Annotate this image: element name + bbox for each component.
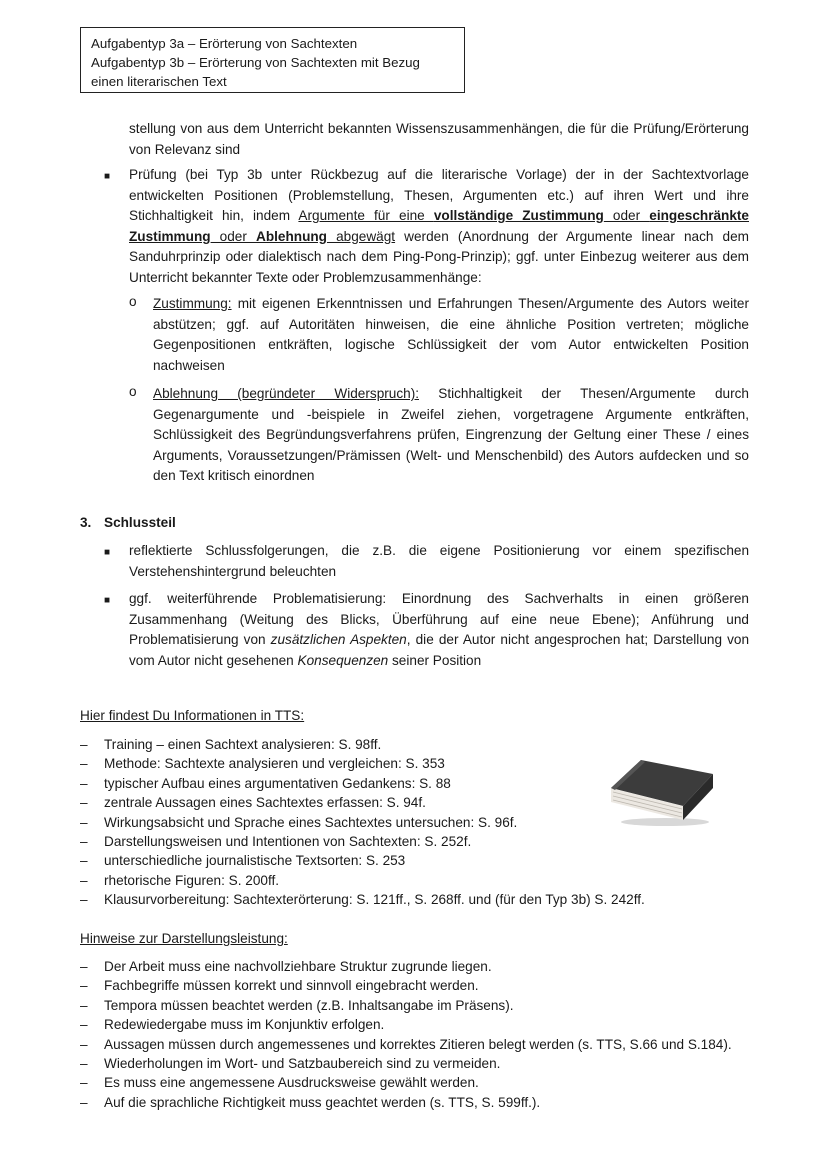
bullet-square-icon: ■ [104,171,111,182]
section-heading-schlussteil [80,515,176,530]
tts-heading: Hier findest Du Informationen in TTS: [80,708,305,723]
header-line-3: einen literarischen Text [91,74,227,89]
circle-bullet-icon: o [129,384,137,399]
list-item: – Redewiedergabe muss im Konjunktiv erfolgen. [80,1015,732,1034]
list-item: – Auf die sprachliche Richtigkeit muss geachtet werden (s. TTS, S. 599ff.). [80,1093,732,1112]
pruefung-text-2: werden (Anordnung der Argumente linear nach dem Sanduhrprinzip oder dialektisch nach dem Ping-Pong-Prinzip); ggf. unter Einbezug weiterer aus dem Unterricht bekannter Texte oder Problemzusammenhänge: [129,228,750,285]
header-line-2: Aufgabentyp 3b – Erörterung von Sachtexten mit Bezug [91,55,420,70]
pruefung-ub2: eingeschränkte Zustimmung [129,208,749,244]
pruefung-ub3: Ablehnung [256,228,327,244]
schluss-bullet-1: reflektierte Schlussfolgerungen, die z.B. die eigene Positionierung vor einem spezifischen Verstehenshintergrund beleuchten [129,543,749,579]
list-item: – Methode: Sachtexte analysieren und vergleichen: S. 353 [80,754,645,773]
list-item: – Es muss eine angemessene Ausdrucksweise gewählt werden. [80,1073,732,1092]
intro-continuation: stellung von aus dem Unterricht bekannten Wissenszusammenhängen, die für die Prüfung/Erörterung von Relevanz sind [129,121,749,157]
list-item: – Fachbegriffe müssen korrekt und sinnvoll eingebracht werden. [80,976,732,995]
list-item: – Der Arbeit muss eine nachvollziehbare Struktur zugrunde liegen. [80,957,732,976]
hinweise-heading: Hinweise zur Darstellungsleistung: [80,931,288,946]
section-number: 3. [80,515,92,530]
list-item: – Wiederholungen im Wort- und Satzbaubereich sind zu vermeiden. [80,1054,732,1073]
list-item: – Training – einen Sachtext analysieren: S. 98ff. [80,735,645,754]
pruefung-u2: oder [603,208,650,223]
pruefung-text-1: Prüfung (bei Typ 3b unter Rückbezug auf die literarische Vorlage) der in der Sachtextvorlage entwickelten Positionen (Problemstellung, Thesen, Argumenten etc.) auf ihren Wert und ihre Stichhaltigkeit hin, indem [129,167,749,223]
pruefung-paragraph [129,165,749,288]
list-item: – Tempora müssen beachtet werden (z.B. Inhaltsangabe im Präsens). [80,996,732,1015]
schluss-b2-italic-2: Konsequenzen [297,652,389,668]
schluss-b2-text-b: , die der Autor nicht angesprochen hat; Darstellung von vom Autor nicht gesehenen [129,632,750,668]
schluss-b2-text-c: seiner Position [388,652,482,668]
list-item: – Wirkungsabsicht und Sprache eines Sachtextes untersuchen: S. 96f. [80,813,645,832]
pruefung-ub1: vollständige Zustimmung [433,208,604,223]
header-box [80,27,465,93]
list-item: – Klausurvorbereitung: Sachtexterörterung: S. 121ff., S. 268ff. und (für den Typ 3b) S. 242ff. [80,890,645,909]
pruefung-u4: abgewägt [326,228,396,244]
sub-text-zustimmung: mit eigenen Erkenntnissen und Erfahrungen Thesen/Argumente des Autors weiter abstützen; ggf. auf Autoritäten hinweisen, die eine ähnliche Position vertreten; mögliche Gegenpositionen entkräften, logische Schlüssigkeit der vom Autor entwickelten Position nachweisen [153,296,749,373]
list-item: – Aussagen müssen durch angemessenes und korrektes Zitieren belegt werden (s. TTS, S.66 und S.184). [80,1035,732,1054]
sub-label-ablehnung: Ablehnung (begründeter Widerspruch): [153,386,419,401]
hinweise-list [80,957,732,1112]
bullet-square-icon: ■ [104,595,111,606]
list-item: – unterschiedliche journalistische Textsorten: S. 253 [80,851,645,870]
bullet-square-icon: ■ [104,547,111,558]
pruefung-u1: Argumente für eine [298,208,434,223]
list-item: – typischer Aufbau eines argumentativen Gedankens: S. 88 [80,774,645,793]
list-item: – zentrale Aussagen eines Sachtextes erfassen: S. 94f. [80,793,645,812]
section-title: Schlussteil [104,515,176,530]
sub-item-ablehnung [153,384,749,487]
list-item: – rhetorische Figuren: S. 200ff. [80,871,645,890]
sub-text-ablehnung: Stichhaltigkeit der Thesen/Argumente durch Gegenargumente und -beispiele in Zweifel ziehen, vorgetragene Argumente entkräften, Schlüssigkeit des Begründungsverfahrens prüfen, Eingrenzung der Geltung einer These / eines Arguments, Voraussetzungen/Prämissen (Welt- und Menschenbild) des Autors aufdecken und so den Text kritisch einordnen [153,386,749,483]
schluss-b2-text-a: ggf. weiterführende Problematisierung: Einordnung des Sachverhalts in einen größeren Zusammenhang (Weitung des Blicks, Überführung auf eine neue Ebene); Anführung und Problematisierung von [129,591,749,647]
schluss-b2-italic-1: zusätzlichen Aspekten [270,632,407,647]
sub-item-zustimmung [153,294,749,376]
pruefung-u3: oder [210,228,256,244]
header-line-1: Aufgabentyp 3a – Erörterung von Sachtexten [91,36,358,51]
book-icon [605,758,715,828]
sub-label-zustimmung: Zustimmung: [153,296,232,311]
list-item: – Darstellungsweisen und Intentionen von Sachtexten: S. 252f. [80,832,645,851]
circle-bullet-icon: o [129,294,137,309]
tts-list [80,735,645,910]
schluss-bullet-2 [129,589,749,671]
